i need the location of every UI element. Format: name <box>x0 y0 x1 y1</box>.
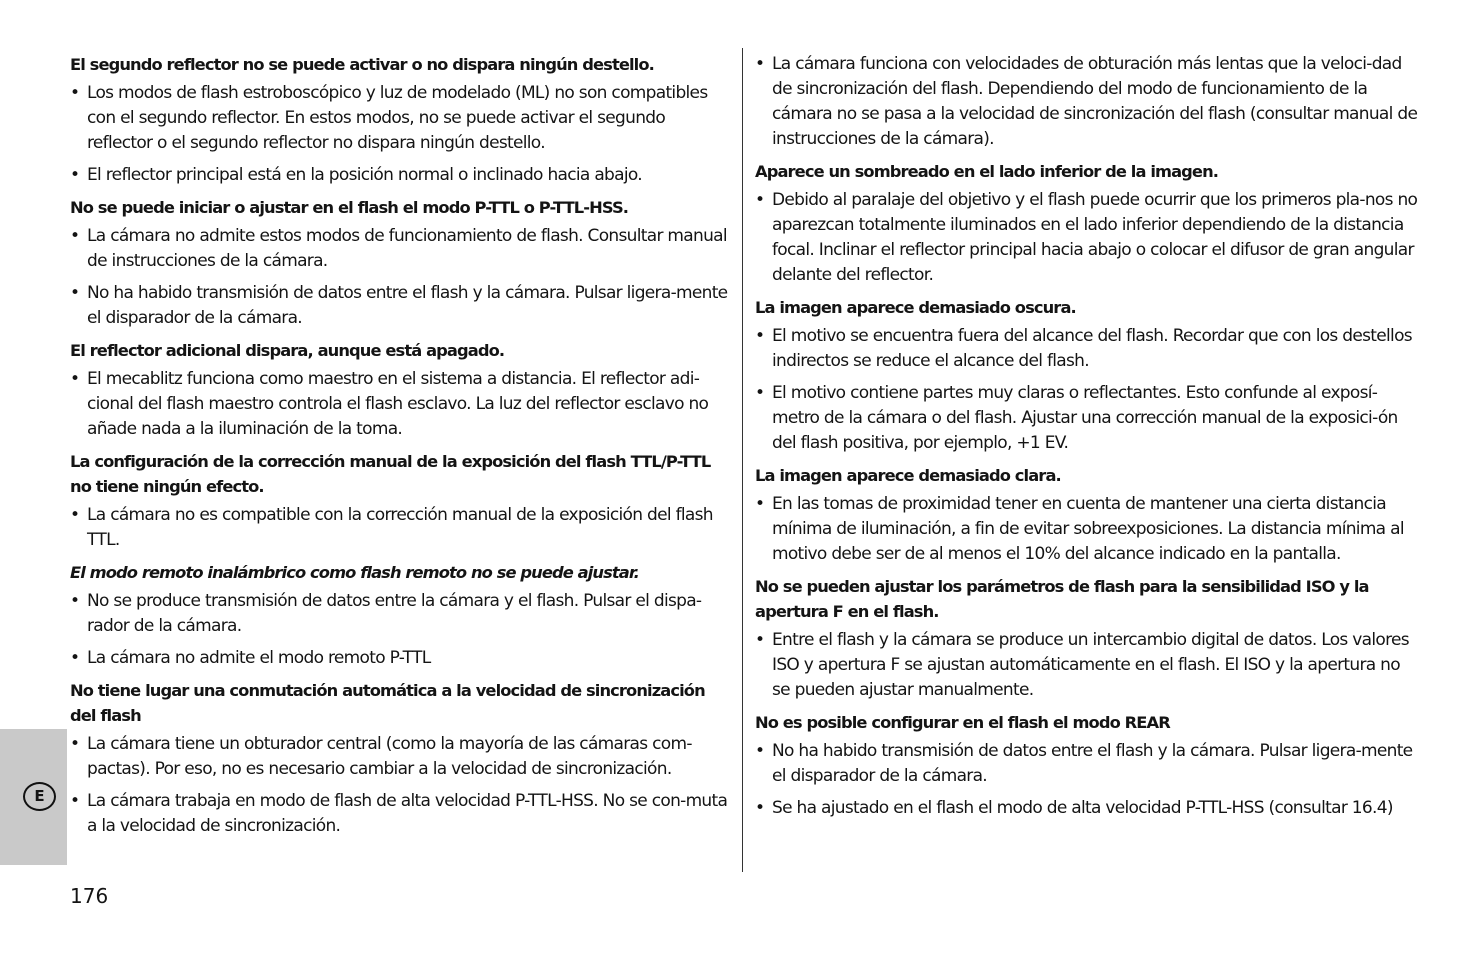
bullet-item <box>70 503 732 553</box>
bullet-item <box>755 796 1420 821</box>
bullet-text: La cámara no admite el modo remoto P-TTL <box>87 648 431 668</box>
bullet-text: El motivo contiene partes muy claras o reflectantes. Esto confunde al exposí-metro de la cámara o del flash. Ajustar una corrección manual de la exposici-ón del flash positiva, por ejemplo, +1 EV. <box>772 383 1398 453</box>
bullet-text: La cámara no es compatible con la corrección manual de la exposición del flash TTL. <box>87 505 713 550</box>
bullet-text: La cámara tiene un obturador central (como la mayoría de las cámaras com-pactas). Por eso, no es necesario cambiar a la velocidad de sincronización. <box>87 734 692 779</box>
section-heading: El modo remoto inalámbrico como flash remoto no se puede ajustar. <box>70 563 639 582</box>
bullet-text: Debido al paralaje del objetivo y el flash puede ocurrir que los primeros pla-nos no aparezcan totalmente iluminados en el lado inferior dependiendo de la distancia focal. Inclinar el reflector principal hacia abajo o colocar el difusor de gran angular delante del reflector. <box>772 190 1418 285</box>
bullet-item <box>70 281 732 331</box>
section <box>70 52 732 188</box>
bullet-icon: • <box>755 630 765 650</box>
bullet-icon: • <box>755 54 765 74</box>
section <box>755 574 1420 703</box>
section <box>755 52 1420 152</box>
bullet-icon: • <box>755 383 765 403</box>
bullet-item <box>755 324 1420 374</box>
column-divider <box>742 48 743 872</box>
section-heading: La imagen aparece demasiado clara. <box>755 466 1061 485</box>
bullet-item <box>70 224 732 274</box>
bullet-icon: • <box>70 83 80 103</box>
bullet-text: En las tomas de proximidad tener en cuenta de mantener una cierta distancia mínima de iluminación, a fin de evitar sobreexposiciones. La distancia mínima al motivo debe ser de al menos el 10% del alcance indicado en la pantalla. <box>772 494 1404 564</box>
section <box>755 710 1420 821</box>
bullet-item <box>70 81 732 156</box>
section-heading: El reflector adicional dispara, aunque está apagado. <box>70 341 505 360</box>
section <box>70 560 732 671</box>
bullet-icon: • <box>755 190 765 210</box>
section-heading: No se pueden ajustar los parámetros de flash para la sensibilidad ISO y la apertura F en el flash. <box>755 577 1369 621</box>
bullet-item <box>70 789 732 839</box>
bullet-text: No se produce transmisión de datos entre la cámara y el flash. Pulsar el dispa-rador de la cámara. <box>87 591 702 636</box>
bullet-text: El motivo se encuentra fuera del alcance del flash. Recordar que con los destellos indirectos se reduce el alcance del flash. <box>772 326 1412 371</box>
bullet-text: El mecablitz funciona como maestro en el sistema a distancia. El reflector adi-cional del flash maestro controla el flash esclavo. La luz del reflector esclavo no añade nada a la iluminación de la toma. <box>87 369 709 439</box>
language-side-tab <box>0 729 67 865</box>
bullet-item <box>755 188 1420 288</box>
section <box>70 678 732 839</box>
bullet-text: Los modos de flash estroboscópico y luz de modelado (ML) no son compatibles con el segundo reflector. En estos modos, no se puede activar el segundo reflector o el segundo reflector no dispara ningún destello. <box>87 83 708 153</box>
bullet-icon: • <box>70 283 80 303</box>
bullet-icon: • <box>70 369 80 389</box>
section-heading: La imagen aparece demasiado oscura. <box>755 298 1076 317</box>
bullet-icon: • <box>755 798 765 818</box>
bullet-item <box>755 492 1420 567</box>
bullet-icon: • <box>70 648 80 668</box>
bullet-icon: • <box>70 226 80 246</box>
section <box>755 295 1420 456</box>
section <box>70 195 732 331</box>
section-heading: No se puede iniciar o ajustar en el flash el modo P-TTL o P-TTL-HSS. <box>70 198 629 217</box>
right-column <box>755 52 1420 828</box>
bullet-item <box>755 739 1420 789</box>
bullet-icon: • <box>70 591 80 611</box>
section <box>755 463 1420 567</box>
bullet-text: Se ha ajustado en el flash el modo de alta velocidad P-TTL-HSS (consultar 16.4) <box>772 798 1393 818</box>
language-tab-label: E <box>23 782 56 811</box>
bullet-item <box>755 52 1420 152</box>
left-column <box>70 52 732 846</box>
bullet-text: La cámara funciona con velocidades de obturación más lentas que la veloci-dad de sincronización del flash. Dependiendo del modo de funcionamiento de la cámara no se pasa a la velocidad de sincronización del flash (consultar manual de instrucciones de la cámara). <box>772 54 1418 149</box>
bullet-icon: • <box>70 734 80 754</box>
section <box>755 159 1420 288</box>
section-heading: La configuración de la corrección manual de la exposición del flash TTL/P-TTL no tiene ningún efecto. <box>70 452 711 496</box>
bullet-item <box>70 163 732 188</box>
bullet-icon: • <box>755 326 765 346</box>
bullet-text: La cámara no admite estos modos de funcionamiento de flash. Consultar manual de instrucciones de la cámara. <box>87 226 727 271</box>
bullet-item <box>70 589 732 639</box>
section-heading: No es posible configurar en el flash el modo REAR <box>755 713 1170 732</box>
bullet-item <box>70 646 732 671</box>
bullet-icon: • <box>70 505 80 525</box>
bullet-icon: • <box>70 791 80 811</box>
bullet-item <box>755 381 1420 456</box>
section-heading: No tiene lugar una conmutación automática a la velocidad de sincronización del flash <box>70 681 705 725</box>
bullet-text: El reflector principal está en la posición normal o inclinado hacia abajo. <box>87 165 642 185</box>
section-heading: El segundo reflector no se puede activar o no dispara ningún destello. <box>70 55 654 74</box>
section <box>70 338 732 442</box>
bullet-text: No ha habido transmisión de datos entre el flash y la cámara. Pulsar ligera-mente el disparador de la cámara. <box>87 283 728 328</box>
section-heading: Aparece un sombreado en el lado inferior de la imagen. <box>755 162 1219 181</box>
bullet-item <box>755 628 1420 703</box>
bullet-text: Entre el flash y la cámara se produce un intercambio digital de datos. Los valores ISO y apertura F se ajustan automáticamente en el flash. El ISO y la apertura no se pueden ajustar manualmente. <box>772 630 1409 700</box>
bullet-icon: • <box>755 741 765 761</box>
bullet-item <box>70 367 732 442</box>
bullet-text: La cámara trabaja en modo de flash de alta velocidad P-TTL-HSS. No se con-muta a la velocidad de sincronización. <box>87 791 728 836</box>
bullet-icon: • <box>755 494 765 514</box>
bullet-icon: • <box>70 165 80 185</box>
bullet-text: No ha habido transmisión de datos entre el flash y la cámara. Pulsar ligera-mente el disparador de la cámara. <box>772 741 1413 786</box>
bullet-item <box>70 732 732 782</box>
page-number: 176 <box>70 884 109 908</box>
section <box>70 449 732 553</box>
